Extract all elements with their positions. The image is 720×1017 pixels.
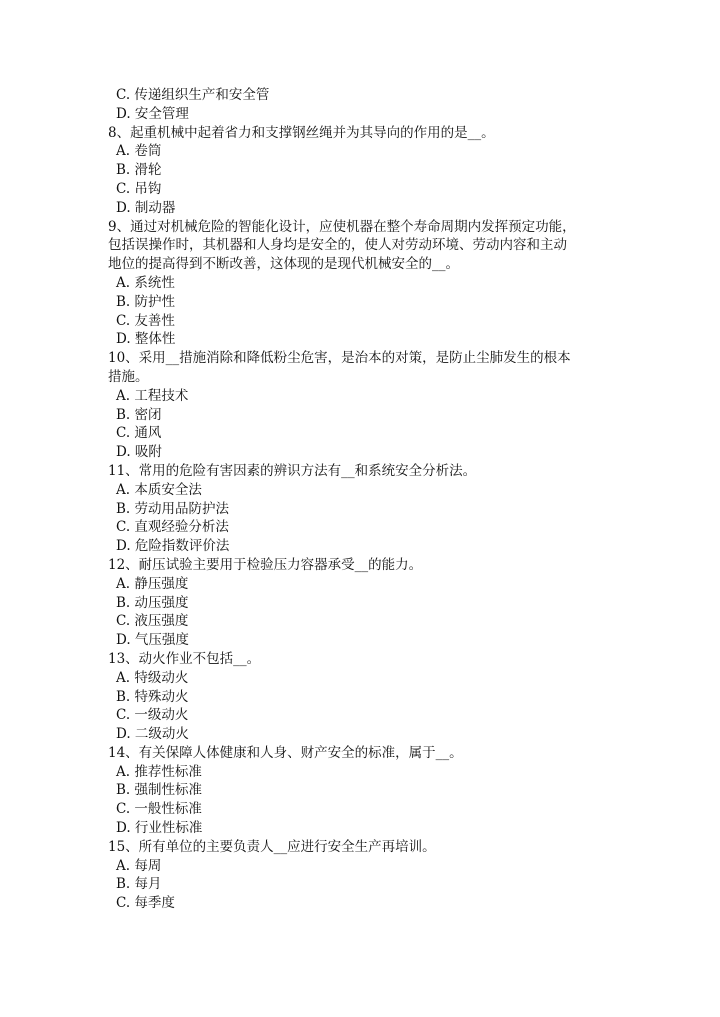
answer-option: B. 特殊动火 [116, 688, 189, 705]
question-text-line: 12、耐压试验主要用于检验压力容器承受__的能力。 [108, 556, 423, 573]
answer-option: A. 每周 [116, 857, 162, 874]
answer-option: C. 直观经验分析法 [116, 519, 229, 536]
answer-option: A. 静压强度 [116, 575, 189, 592]
question-text-line: 地位的提高得到不断改善，这体现的是现代机械安全的__。 [108, 256, 459, 273]
answer-option: B. 密闭 [116, 406, 162, 423]
question-text-line: 10、采用__措施消除和降低粉尘危害，是治本的对策，是防止尘肺发生的根本 [108, 350, 571, 367]
answer-option: D. 制动器 [116, 199, 176, 216]
answer-option: D. 气压强度 [116, 632, 189, 649]
answer-option: A. 系统性 [116, 274, 175, 291]
answer-option: C. 通风 [116, 425, 162, 442]
answer-option: D. 危险指数评价法 [116, 538, 230, 555]
answer-option: B. 每月 [116, 876, 162, 893]
answer-option: B. 劳动用品防护法 [116, 500, 230, 517]
document-page [108, 86, 618, 913]
answer-option: C. 传递组织生产和安全管 [116, 87, 270, 103]
answer-option: B. 动压强度 [116, 594, 189, 611]
answer-option: D. 行业性标准 [116, 820, 203, 837]
question-text-line: 15、所有单位的主要负责人__应进行安全生产再培训。 [108, 838, 436, 855]
answer-option: A. 推荐性标准 [116, 763, 202, 780]
answer-option: C. 一级动火 [116, 707, 189, 724]
answer-option: B. 防护性 [116, 293, 176, 310]
question-text-line: 8、起重机械中起着省力和支撑钢丝绳并为其导向的作用的是__。 [108, 124, 495, 141]
answer-option: D. 整体性 [116, 331, 176, 348]
answer-option: A. 卷筒 [116, 143, 162, 160]
question-text-line: 包括误操作时，其机器和人身均是安全的，使人对劳动环境、劳动内容和主动 [108, 237, 567, 254]
answer-option: A. 本质安全法 [116, 481, 202, 498]
answer-option: D. 安全管理 [116, 105, 189, 122]
answer-option: C. 友善性 [116, 312, 175, 329]
question-text-line: 措施。 [108, 368, 149, 385]
answer-option: C. 液压强度 [116, 613, 189, 630]
question-text-line: 14、有关保障人体健康和人身、财产安全的标准，属于__。 [108, 744, 463, 761]
answer-option: A. 特级动火 [116, 669, 189, 686]
question-text-line: 11、常用的危险有害因素的辨识方法有__和系统安全分析法。 [108, 462, 477, 479]
answer-option: C. 一般性标准 [116, 801, 202, 818]
answer-option: D. 吸附 [116, 444, 162, 461]
answer-option: A. 工程技术 [116, 387, 189, 404]
answer-option: B. 强制性标准 [116, 782, 203, 799]
question-text-line: 13、动火作业不包括__。 [108, 650, 261, 667]
answer-option: B. 滑轮 [116, 162, 162, 179]
answer-option: D. 二级动火 [116, 726, 189, 743]
question-text-line: 9、通过对机械危险的智能化设计，应使机器在整个寿命周期内发挥预定功能， [108, 218, 576, 235]
answer-option: C. 吊钩 [116, 180, 162, 197]
answer-option: C. 每季度 [116, 895, 175, 912]
